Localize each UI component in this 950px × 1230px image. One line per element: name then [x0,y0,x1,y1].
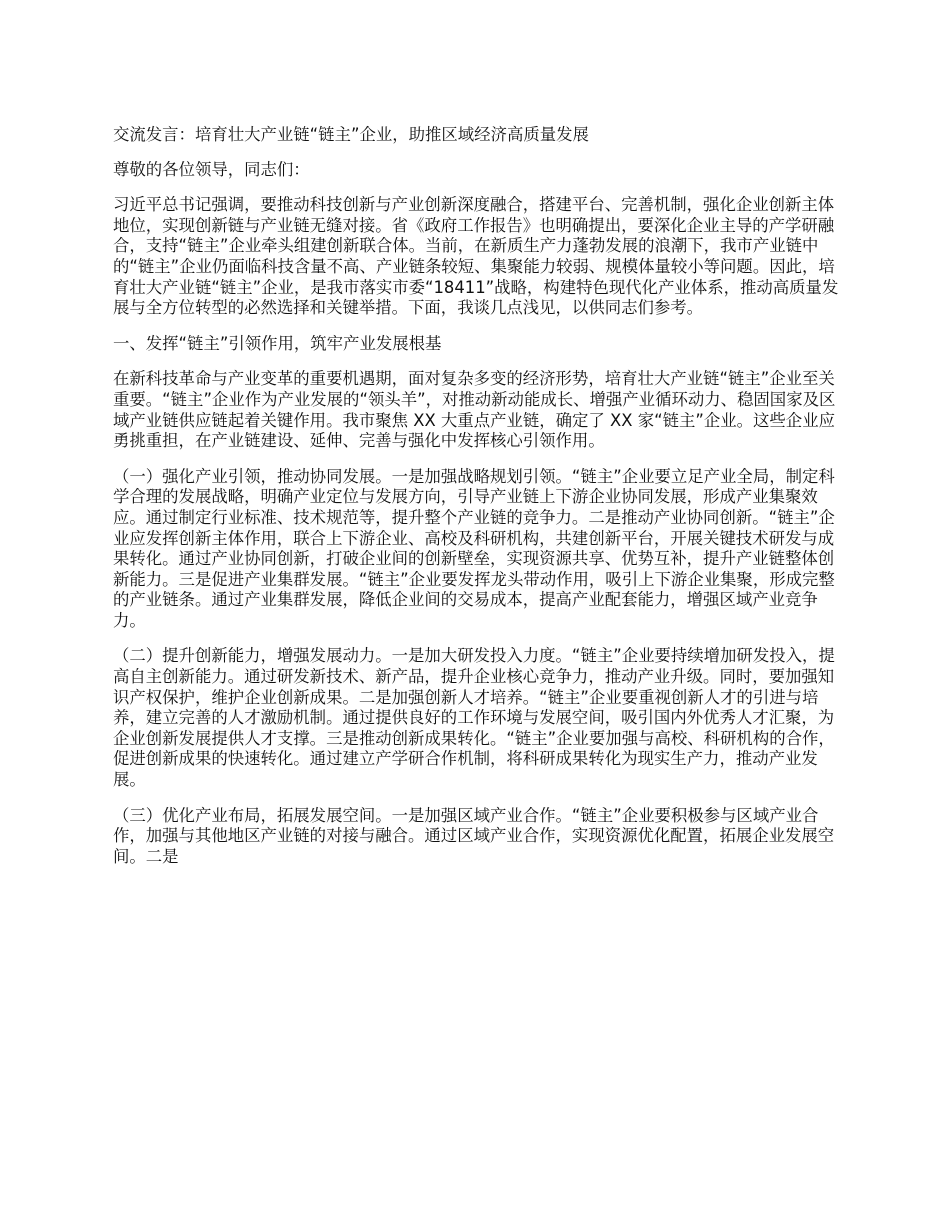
paragraph-subsection-1: （一）强化产业引领，推动协同发展。一是加强战略规划引领。“链主”企业要立足产业全局，制定科学合理的发展战略，明确产业定位与发展方向，引导产业链上下游企业协同发展，形成产业集聚效应。通过制定行业标准、技术规范等，提升整个产业链的竞争力。二是推动产业协同创新。“链主”企业应发挥创新主体作用，联合上下游企业、高校及科研机构，共建创新平台，开展关键技术研发与成果转化。通过产业协同创新，打破企业间的创新壁垒，实现资源共享、优势互补，提升产业链整体创新能力。三是促进产业集群发展。“链主”企业要发挥龙头带动作用，吸引上下游企业集聚，形成完整的产业链条。通过产业集群发展，降低企业间的交易成本，提高产业配套能力，增强区域产业竞争力。 [113,466,835,630]
paragraph-subsection-3: （三）优化产业布局，拓展发展空间。一是加强区域产业合作。“链主”企业要积极参与区域产业合作，加强与其他地区产业链的对接与融合。通过区域产业合作，实现资源优化配置，拓展企业发展空间。二是 [113,805,835,866]
section-heading-1: 一、发挥“链主”引领作用，筑牢产业发展根基 [113,333,442,353]
document-body [113,125,841,867]
document-title: 交流发言：培育壮大产业链“链主”企业，助推区域经济高质量发展 [113,125,589,144]
paragraph-intro: 习近平总书记强调，要推动科技创新与产业创新深度融合，搭建平台、完善机制，强化企业创新主体地位，实现创新链与产业链无缝对接。省《政府工作报告》也明确提出，要深化企业主导的产学研融合，支持“链主”企业牵头组建创新联合体。当前，在新质生产力蓬勃发展的浪潮下，我市产业链中的“链主”企业仍面临科技含量不高、产业链条较短、集聚能力较弱、规模体量较小等问题。因此，培育壮大产业链“链主”企业，是我市落实市委“18411”战略，构建特色现代化产业体系，推动高质量发展与全方位转型的必然选择和关键举措。下面，我谈几点浅见，以供同志们参考。 [113,195,839,318]
paragraph-section-1-intro: 在新科技革命与产业变革的重要机遇期，面对复杂多变的经济形势，培育壮大产业链“链主”企业至关重要。“链主”企业作为产业发展的“领头羊”，对推动新动能成长、增强产业循环动力、稳固国家及区域产业链供应链起着关键作用。我市聚焦 XX 大重点产业链，确定了 XX 家“链主”企业。这些企业应勇挑重担，在产业链建设、延伸、完善与强化中发挥核心引领作用。 [113,369,836,451]
paragraph-subsection-2: （二）提升创新能力，增强发展动力。一是加大研发投入力度。“链主”企业要持续增加研发投入，提高自主创新能力。通过研发新技术、新产品，提升企业核心竞争力，推动产业升级。同时，要加强知识产权保护，维护企业创新成果。二是加强创新人才培养。“链主”企业要重视创新人才的引进与培养，建立完善的人才激励机制。通过提供良好的工作环境与发展空间，吸引国内外优秀人才汇聚，为企业创新发展提供人才支撑。三是推动创新成果转化。“链主”企业要加强与高校、科研机构的合作，促进创新成果的快速转化。通过建立产学研合作机制，将科研成果转化为现实生产力，推动产业发展。 [113,646,835,790]
greeting: 尊敬的各位领导，同志们： [113,159,310,179]
